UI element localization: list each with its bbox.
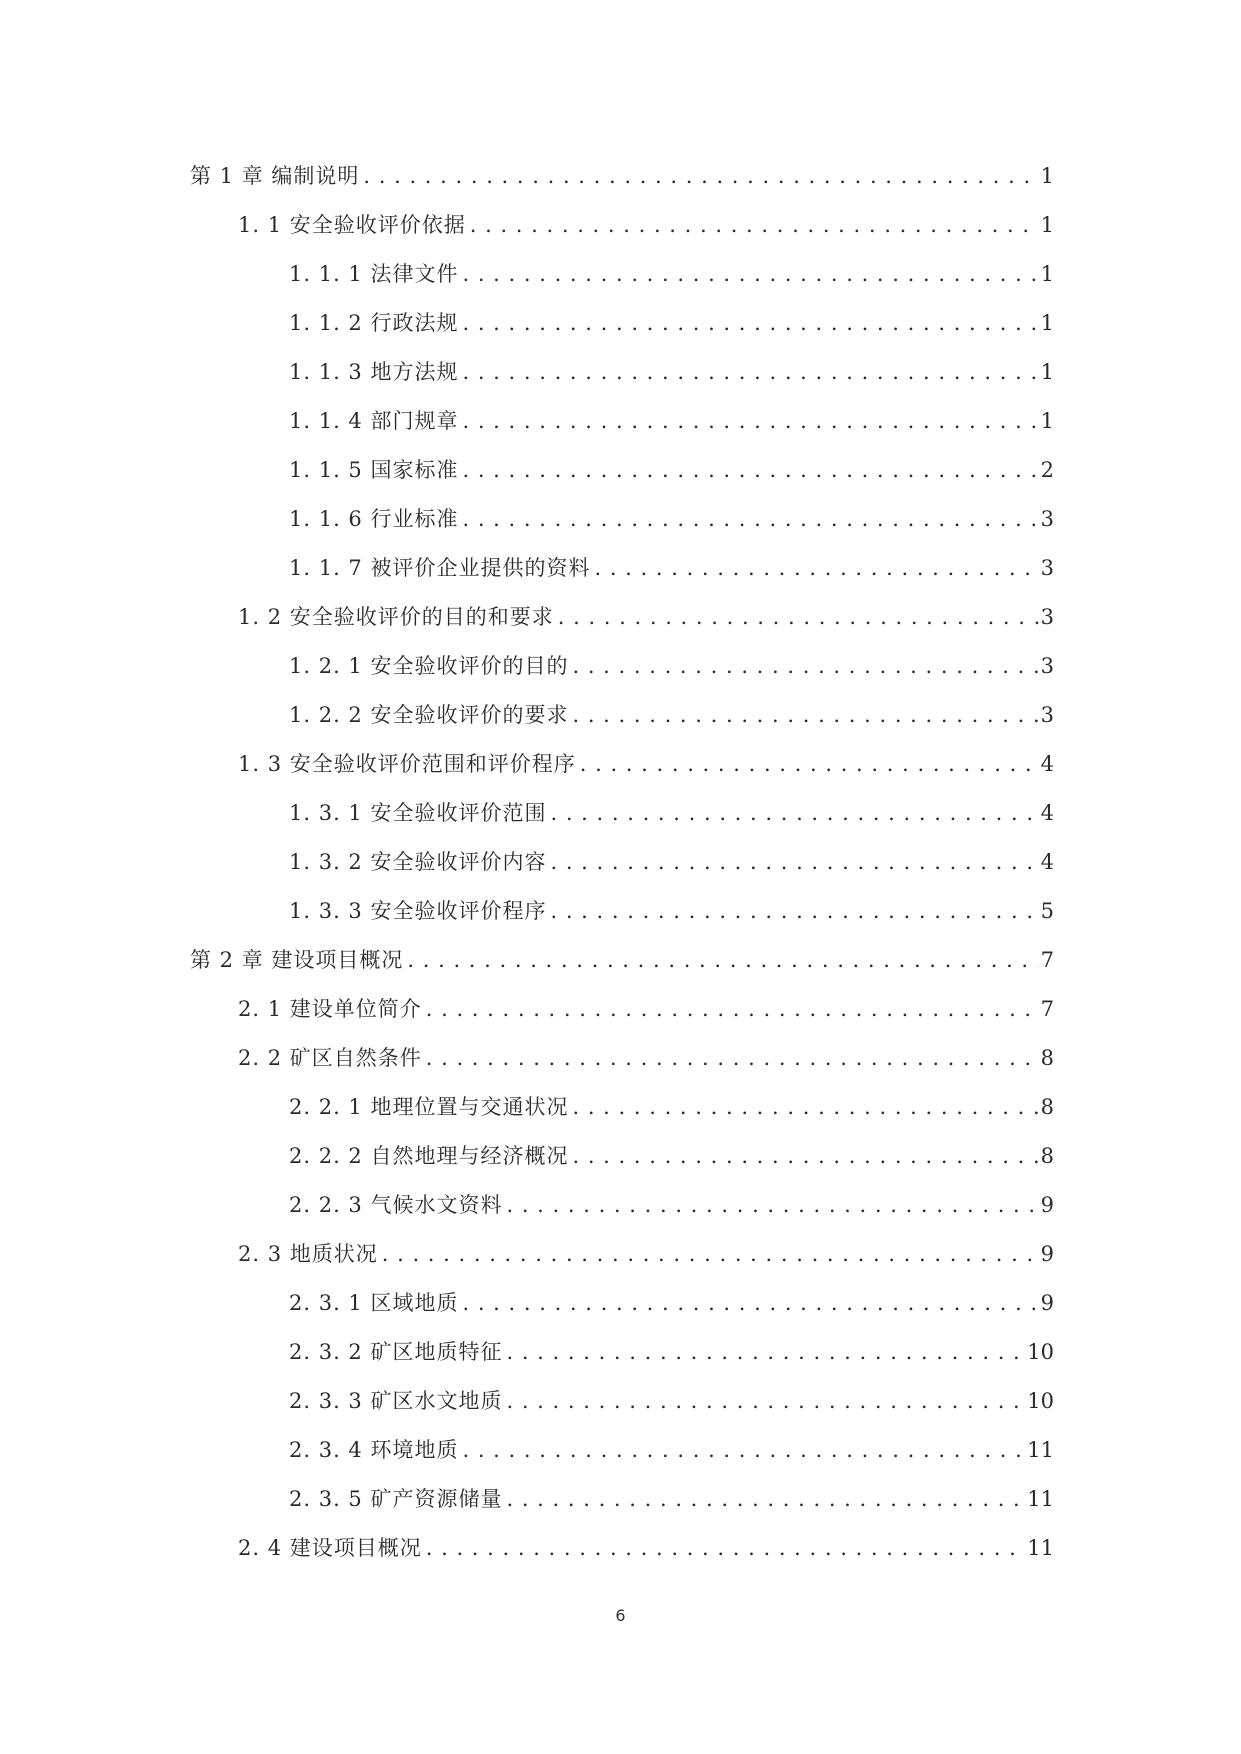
- toc-entry-page-number: 7: [1040, 948, 1054, 972]
- dot-leader: [550, 887, 1038, 936]
- toc-entry-level-3[interactable]: [190, 838, 1054, 887]
- toc-entry-title: 1. 2 安全验收评价的目的和要求: [238, 605, 554, 629]
- dot-leader: [426, 1034, 1039, 1083]
- toc-entry-level-3[interactable]: [190, 887, 1054, 936]
- dot-leader: [426, 985, 1039, 1034]
- toc-entry-page-number: 10: [1027, 1340, 1054, 1364]
- toc-entry-level-2[interactable]: [190, 985, 1054, 1034]
- toc-entry-level-2[interactable]: [190, 1230, 1054, 1279]
- dot-leader: [506, 1377, 1025, 1426]
- toc-entry-page-number: 1: [1040, 262, 1054, 286]
- toc-entry-level-3[interactable]: [190, 1377, 1054, 1426]
- toc-entry-page-number: 3: [1040, 654, 1054, 678]
- dot-leader: [470, 201, 1039, 250]
- toc-entry-level-2[interactable]: [190, 740, 1054, 789]
- toc-entry-page-number: 3: [1040, 703, 1054, 727]
- toc-entry-level-2[interactable]: [190, 1034, 1054, 1083]
- toc-entry-page-number: 3: [1040, 507, 1054, 531]
- toc-entry-page-number: 2: [1040, 458, 1054, 482]
- toc-entry-title: 1. 1 安全验收评价依据: [238, 213, 466, 237]
- dot-leader: [580, 740, 1039, 789]
- toc-entry-level-3[interactable]: [190, 348, 1054, 397]
- toc-entry-level-3[interactable]: [190, 789, 1054, 838]
- toc-entry-title: 2. 3. 2 矿区地质特征: [289, 1340, 503, 1364]
- toc-entry-level-3[interactable]: [190, 691, 1054, 740]
- toc-entry-level-2[interactable]: [190, 1524, 1054, 1573]
- toc-entry-title: 1. 1. 5 国家标准: [289, 458, 459, 482]
- dot-leader: [407, 936, 1038, 985]
- toc-entry-page-number: 3: [1040, 605, 1054, 629]
- toc-entry-page-number: 11: [1027, 1438, 1054, 1462]
- toc-entry-title: 1. 3. 1 安全验收评价范围: [289, 801, 547, 825]
- toc-entry-page-number: 9: [1040, 1242, 1054, 1266]
- toc-entry-page-number: 1: [1040, 360, 1054, 384]
- toc-entry-level-3[interactable]: [190, 544, 1054, 593]
- toc-entry-title: 1. 1. 3 地方法规: [289, 360, 459, 384]
- toc-entry-page-number: 3: [1040, 556, 1054, 580]
- dot-leader: [426, 1524, 1026, 1573]
- toc-entry-title: 1. 1. 1 法律文件: [289, 262, 459, 286]
- toc-entry-title: 1. 1. 6 行业标准: [289, 507, 459, 531]
- toc-entry-page-number: 8: [1040, 1144, 1054, 1168]
- dot-leader: [572, 1083, 1038, 1132]
- toc-entry-level-3[interactable]: [190, 1132, 1054, 1181]
- toc-entry-title: 2. 3. 4 环境地质: [289, 1438, 459, 1462]
- dot-leader: [506, 1181, 1038, 1230]
- toc-entry-title: 2. 4 建设项目概况: [238, 1536, 422, 1560]
- dot-leader: [363, 152, 1038, 201]
- toc-entry-page-number: 4: [1040, 801, 1054, 825]
- table-of-contents: [190, 152, 1054, 1573]
- dot-leader: [506, 1475, 1025, 1524]
- dot-leader: [572, 1132, 1038, 1181]
- toc-entry-level-3[interactable]: [190, 1083, 1054, 1132]
- dot-leader: [550, 789, 1038, 838]
- toc-entry-level-3[interactable]: [190, 642, 1054, 691]
- toc-entry-page-number: 9: [1040, 1291, 1054, 1315]
- dot-leader: [462, 1279, 1038, 1328]
- toc-entry-page-number: 9: [1040, 1193, 1054, 1217]
- toc-entry-title: 2. 2. 3 气候水文资料: [289, 1193, 503, 1217]
- toc-entry-level-3[interactable]: [190, 1181, 1054, 1230]
- toc-entry-title: 2. 3 地质状况: [238, 1242, 378, 1266]
- toc-entry-page-number: 4: [1040, 752, 1054, 776]
- toc-entry-page-number: 1: [1040, 213, 1054, 237]
- toc-entry-title: 第 2 章 建设项目概况: [190, 948, 404, 972]
- toc-entry-level-3[interactable]: [190, 1328, 1054, 1377]
- toc-entry-title: 1. 3 安全验收评价范围和评价程序: [238, 752, 576, 776]
- dot-leader: [506, 1328, 1025, 1377]
- toc-entry-title: 1. 2. 2 安全验收评价的要求: [289, 703, 569, 727]
- toc-entry-title: 1. 2. 1 安全验收评价的目的: [289, 654, 569, 678]
- toc-entry-page-number: 1: [1040, 311, 1054, 335]
- toc-entry-level-3[interactable]: [190, 1475, 1054, 1524]
- toc-entry-level-3[interactable]: [190, 299, 1054, 348]
- toc-entry-level-3[interactable]: [190, 250, 1054, 299]
- toc-entry-level-3[interactable]: [190, 446, 1054, 495]
- toc-entry-page-number: 10: [1027, 1389, 1054, 1413]
- toc-entry-title: 第 1 章 编制说明: [190, 164, 360, 188]
- dot-leader: [462, 250, 1038, 299]
- toc-entry-level-3[interactable]: [190, 1279, 1054, 1328]
- toc-entry-level-3[interactable]: [190, 397, 1054, 446]
- toc-entry-title: 2. 3. 1 区域地质: [289, 1291, 459, 1315]
- toc-entry-level-2[interactable]: [190, 201, 1054, 250]
- page-number: 6: [615, 1606, 626, 1625]
- dot-leader: [462, 348, 1038, 397]
- toc-entry-title: 1. 3. 3 安全验收评价程序: [289, 899, 547, 923]
- toc-entry-page-number: 5: [1040, 899, 1054, 923]
- dot-leader: [550, 838, 1038, 887]
- toc-entry-page-number: 7: [1040, 997, 1054, 1021]
- dot-leader: [462, 446, 1038, 495]
- toc-entry-level-2[interactable]: [190, 593, 1054, 642]
- toc-entry-page-number: 8: [1040, 1046, 1054, 1070]
- toc-entry-title: 2. 2. 1 地理位置与交通状况: [289, 1095, 569, 1119]
- toc-entry-page-number: 1: [1040, 409, 1054, 433]
- dot-leader: [382, 1230, 1039, 1279]
- toc-entry-page-number: 4: [1040, 850, 1054, 874]
- toc-entry-page-number: 1: [1040, 164, 1054, 188]
- dot-leader: [572, 691, 1038, 740]
- dot-leader: [462, 1426, 1025, 1475]
- toc-entry-title: 2. 2 矿区自然条件: [238, 1046, 422, 1070]
- dot-leader: [462, 495, 1038, 544]
- toc-entry-title: 1. 3. 2 安全验收评价内容: [289, 850, 547, 874]
- dot-leader: [558, 593, 1039, 642]
- toc-entry-title: 2. 3. 5 矿产资源储量: [289, 1487, 503, 1511]
- dot-leader: [462, 299, 1038, 348]
- toc-entry-title: 2. 1 建设单位简介: [238, 997, 422, 1021]
- toc-entry-level-1[interactable]: [190, 936, 1054, 985]
- toc-entry-title: 1. 1. 2 行政法规: [289, 311, 459, 335]
- toc-entry-title: 2. 2. 2 自然地理与经济概况: [289, 1144, 569, 1168]
- toc-entry-page-number: 11: [1027, 1487, 1054, 1511]
- toc-entry-title: 1. 1. 4 部门规章: [289, 409, 459, 433]
- dot-leader: [572, 642, 1038, 691]
- dot-leader: [594, 544, 1038, 593]
- toc-entry-level-3[interactable]: [190, 495, 1054, 544]
- toc-entry-level-1[interactable]: [190, 152, 1054, 201]
- toc-entry-page-number: 11: [1027, 1536, 1054, 1560]
- toc-entry-level-3[interactable]: [190, 1426, 1054, 1475]
- dot-leader: [462, 397, 1038, 446]
- toc-entry-title: 2. 3. 3 矿区水文地质: [289, 1389, 503, 1413]
- toc-entry-page-number: 8: [1040, 1095, 1054, 1119]
- toc-entry-title: 1. 1. 7 被评价企业提供的资料: [289, 556, 591, 580]
